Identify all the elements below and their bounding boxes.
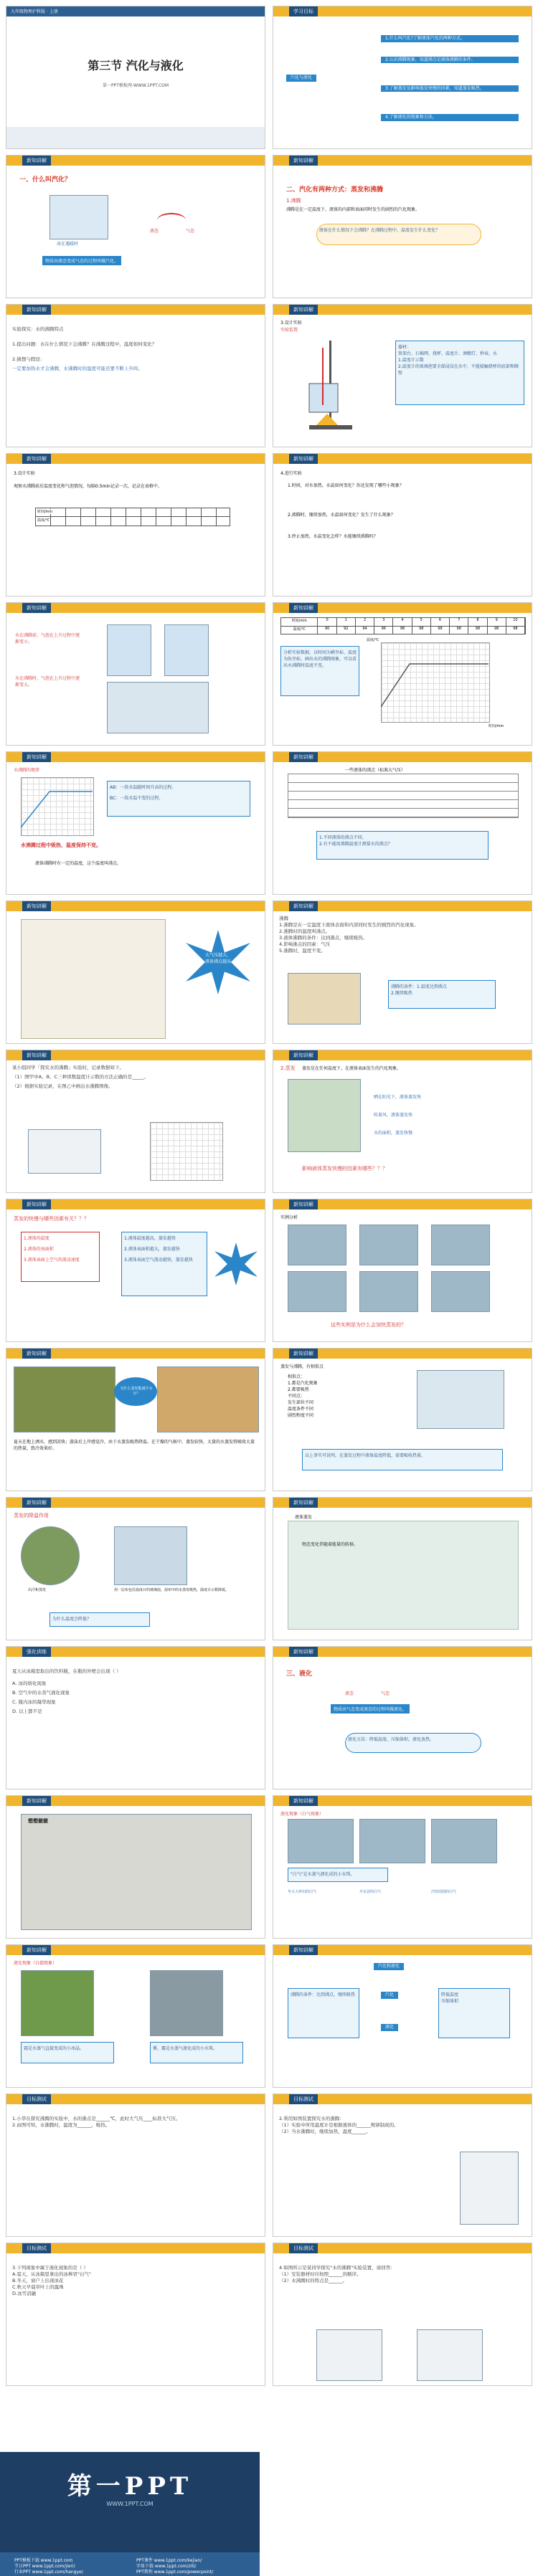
slide-reading-2[interactable] [273,1497,532,1640]
question-box: 液体在什么情况下会沸腾？在沸腾过程中，温度发生什么变化？ [316,224,481,245]
slide-tag: 新知讲解 [22,1498,51,1508]
factor-a2: 2.液体的表面积 [24,1247,54,1252]
table-cell: 92 [337,627,356,635]
slide-goals[interactable] [273,6,532,149]
table-cell: 98 [412,627,431,635]
map-mid2: 液化 [381,2024,398,2031]
summary-heading: 沸腾 [279,916,288,921]
footer-band [0,2552,260,2576]
map-left: 沸腾的条件：达到沸点，继续吸热 [288,1988,359,2038]
setup-label: 实验装置 [280,328,298,333]
intro-text: 实验探究：水的沸腾特点 [12,326,64,332]
map-center: 汽化和液化 [374,1963,404,1970]
slide-tag: 新知讲解 [22,1796,51,1806]
slide-test-1[interactable] [6,2093,265,2237]
table-header-cell: 6 [431,618,450,626]
condition-box: 沸腾的条件：1.温度达到沸点 2.继续吸热 [388,980,496,1009]
cooling-caption-3: 出汗和蒸发 [28,1588,47,1592]
table-header-cell: 7 [450,618,468,626]
table-header-cell: 0 [318,618,336,626]
goal-3: 3.了解蒸发及影响蒸发快慢的因素，知道蒸发吸热。 [381,85,519,92]
table-cell: 96 [374,627,393,635]
slide-tag: 新知讲解 [289,1050,318,1060]
frost-title: 液化现象（白霜现象） [14,1961,57,1966]
quiz-option-d[interactable]: D. 以上都不是 [12,1708,42,1714]
map-right: 降低温度 压缩体积 [438,1988,510,2038]
example-question: 这些实例是为什么会加快蒸发的？ [331,1322,406,1328]
slide-tag: 新知讲解 [22,603,51,613]
row-label-temp: 温度/℃ [37,518,50,523]
slide-boiling-rule[interactable] [6,751,265,895]
slide-tag: 新知讲解 [289,305,318,315]
footer-url: WWW.1PPT.COM [106,2501,154,2507]
definition-box: 物质由液态变成气态的过程叫做汽化。 [42,256,121,265]
quiz-option-a[interactable]: A. 冰的熔化现象 [12,1681,47,1686]
example-4 [288,1271,346,1312]
footer-slide[interactable] [0,2452,260,2576]
mist-c3: 开水冒的白气 [359,1890,382,1894]
definition-text: 沸腾是在一定温度下，液体的内部和表面同时发生的剧烈的汽化现象。 [286,207,420,212]
cooling-question: 为什么温度会降低？ [49,1612,150,1627]
table-cell: 98 [506,627,525,635]
beaker-during [164,624,209,676]
slide-try-it[interactable] [6,1795,265,1939]
mist-title: 液化现象（白气现象） [280,1812,324,1817]
factors-result [121,1232,207,1296]
slide-white-mist[interactable] [273,1795,532,1939]
test-apparatus-3 [417,2329,483,2381]
slide-evaporation[interactable] [273,1050,532,1193]
table-row-label: 温度/℃ [281,627,318,635]
slide-tag: 新知讲解 [22,752,51,762]
summary-1: 1.沸腾是在一定温度下液体表面和内部同时发生的剧烈的汽化现象。 [279,922,419,928]
section-heading: 三、液化 [286,1670,313,1678]
slide-tag: 强化训练 [22,1647,51,1657]
slide-tag: 新知讲解 [22,454,51,464]
beaker-before [107,624,151,676]
thermometers [28,1129,101,1174]
goal-2: 2.认识沸腾现象，知道沸点是液体沸腾的条件。 [381,57,519,63]
factors-title: 蒸发的快慢与哪些因素有关？？？ [14,1216,89,1222]
slide-tag: 新知讲解 [289,901,318,911]
conclusion: 水沸腾过程中吸热，温度保持不变。 [21,842,101,848]
slide-tag: 新知讲解 [289,603,318,613]
factor-question: 影响液体蒸发快慢的因素有哪些？？？ [302,1166,387,1171]
boiling-table [288,774,519,818]
apparatus-diagram [288,333,374,434]
slide-frost[interactable] [6,1944,265,2088]
slide-boiling-summary[interactable] [273,900,532,1044]
clothes-image [288,1079,361,1152]
slide-compare[interactable] [273,1348,532,1491]
footer-logo: 第一PPT [67,2472,193,2501]
slide-test-4[interactable] [273,2243,532,2386]
fog-image [150,1970,223,2036]
example-2 [359,1225,418,1265]
desert-image [157,1367,259,1432]
reading-page [288,1521,519,1630]
try-title: 想想做做 [28,1818,48,1824]
slide-tag: 新知讲解 [22,901,51,911]
method-box: 液化方法：降低温度、压缩体积。液化放热。 [345,1733,481,1753]
table-cell: 98 [393,627,412,635]
soldier-image [21,1526,80,1585]
sub-heading: 3.设计实验 [280,320,302,325]
rule-bc: BC：一段水温不变的过程。 [110,796,164,801]
slide-tag: 新知讲解 [22,1050,51,1060]
slide-test-3[interactable] [6,2243,265,2386]
result-3: 3.液体表面空气流动越快，蒸发越快 [124,1258,193,1263]
slide-design-table[interactable] [6,453,265,597]
example-3 [431,1225,490,1265]
slide-boiling-points[interactable] [273,751,532,895]
test-question: 4.如图所示是某同学探究"水的沸腾"实验装置，请回答： （1）安装器材时应按照______的顺序。 （2）水沸腾时的特点是______。 [279,2265,395,2283]
mist-caption: "白气"是水蒸气液化成的小水珠。 [288,1868,388,1882]
summary-2: 2.沸腾时的温度叫沸点。 [279,928,331,934]
goal-label: 汽化与液化 [286,75,316,82]
slide-tag: 新知讲解 [289,1199,318,1209]
note: 液体沸腾时有一定的温度，这个温度叫沸点。 [35,861,122,866]
quiz-question: 夏天从冰箱里取出的饮料瓶，在瓶的外壁会出现（ ） [12,1668,121,1674]
table-header-cell: 8 [468,618,487,626]
axis-x: 时间/min [489,724,504,728]
sub-heading: 3.设计实验 [14,471,35,476]
reading-text: 物态变化伴随着能量的转移。 [302,1542,359,1547]
state-liquid: 液态 [345,1691,354,1696]
summary-5: 5.沸腾时，温度不变。 [279,948,326,954]
table-header-cell: 2 [356,618,374,626]
quiz-option-b[interactable]: B. 空气中的水蒸气液化现象 [12,1690,70,1696]
course-label: 九年级物理沪科版 · 上册 [11,9,58,14]
question-2: 2.猜想与假设： [12,356,45,362]
site-label: 第一PPT模板网-WWW.1PPT.COM [102,83,169,88]
slide-tag: 新知讲解 [289,1498,318,1508]
footer-links-left[interactable]: PPT模板下载 www.1ppt.com 节日PPT www.1ppt.com/jieri/ 行业PPT www.1ppt.com/hangye/ [14,2558,83,2575]
section-heading: 二、汽化有两种方式：蒸发和沸腾 [286,186,384,194]
slide-tag: 目标测试 [289,2243,318,2253]
mist-image-1 [288,1819,354,1863]
table-header-cell: 9 [488,618,506,626]
frost-caption-1: 霜是水蒸气直接变成的小冰晶。 [21,2042,114,2063]
exercise-q1: （1）图甲中A、B、C三种读数温度计示数的方法正确的是_____。 [12,1074,148,1080]
slide-boiling-graph[interactable] [273,602,532,746]
goal-1: 1.什么叫汽化?了解液体汽化的两种方式。 [381,35,519,42]
factors-list [21,1232,100,1282]
example-1 [288,1225,346,1265]
sub-heading: 4.进行实验 [280,471,302,476]
record-table [280,617,526,635]
mist-c2: 冬天人呼出的白气 [288,1890,317,1894]
bubble-text: 为什么蒸发能减少水分？ [120,1387,153,1396]
state-liquid: 液态 [150,229,159,234]
table-cell: 98 [431,627,450,635]
bubble-before: 水在沸腾前，气泡在上升过程中逐渐变小。 [15,633,80,645]
slide-tag: 新知讲解 [22,156,51,166]
slide-evap-cooling[interactable] [6,1348,265,1491]
ice-image [49,195,108,239]
slide-reading[interactable] [6,900,265,1044]
design-text: 观察水沸腾前后温度变化和气泡情况，每隔0.5min记录一次，记录在表格中。 [14,484,162,489]
cooling-note: 夏天在地上洒水，感到凉快；游泳后上岸感觉冷，由于水蒸发吸热降温。在干燥的气候中，蒸发较快，大量的水蒸发将吸收大量的热量，致冷效果好。 [14,1440,255,1451]
result-2: 2.液体表面积越大，蒸发越快 [124,1247,180,1252]
factor-a1: 1.液体的温度 [24,1236,49,1241]
analysis-box: 分析实验数据，以时间为横坐标、温度为纵坐标，画出水的沸腾图象，可以看出水沸腾时温度不变。 [280,646,359,696]
page-title: 第三节 汽化与液化 [88,59,184,72]
table-header-cell: 10 [506,618,525,626]
leaf-image [21,1970,94,2036]
slide-tag: 新知讲解 [22,1199,51,1209]
factor-2: 吹着风，液体蒸发快 [374,1113,413,1118]
factor-1: 晒在阳光下，液体蒸发快 [374,1095,422,1100]
bubble-during: 水在沸腾时，气泡在上升过程中逐渐变大。 [15,676,80,688]
question-1: 1.时间，对水加热，水温如何变化？你还发现了哪些小现象？ [288,483,404,488]
slide-title[interactable] [6,6,265,149]
summary-3: 3.液体沸腾的条件：达到沸点，继续吸热。 [279,935,368,941]
rule-ab: AB：一段水温随时间升高的过程。 [110,785,176,790]
table-header-cell: 5 [412,618,431,626]
test-apparatus [460,2152,519,2225]
frost-caption-2: 雾、露是水蒸气液化成的小水珠。 [150,2042,243,2063]
mist-c4: 冷饮周围的白气 [431,1890,457,1894]
sub-heading: 实例分析 [280,1215,298,1220]
slide-tag: 新知讲解 [289,1796,318,1806]
map-mid1: 汽化 [381,1992,398,1999]
slide-tag: 新知讲解 [22,1945,51,1955]
slide-evap-factors[interactable] [6,1199,265,1342]
mist-image-3 [431,1819,497,1863]
definition-box: 物质由气态变成液态的过程叫做液化。 [331,1704,410,1714]
table-header-cell: 4 [393,618,412,626]
axis-y: 温度/℃ [367,638,379,642]
table-cell: 98 [488,627,506,635]
question-3: 3.停止加热，水温变化怎样？水能继续沸腾吗？ [288,534,378,539]
image-caption: 冰在遇暖时 [57,242,79,247]
mist-image-2 [359,1819,425,1863]
goal-4: 4.了解液化的现象和方法。 [381,114,519,121]
table-cell: 90 [318,627,336,635]
pot-image [288,973,361,1025]
quiz-option-c[interactable]: C. 瓶内冰的凝华现象 [12,1699,56,1705]
slide-tag: 新知讲解 [289,1647,318,1657]
slide-tag: 新知讲解 [289,1349,318,1359]
question-2: 2.沸腾时，继续加热，水温如何变化？发生了什么现象？ [288,513,395,518]
slide-experiment-setup[interactable] [273,304,532,447]
row-label-time: 时间/min [37,510,53,514]
exercise-text: 某小组同学「探究水的沸腾」实验时，记录数据如下。 [12,1065,124,1070]
rule-curve [21,777,93,835]
table-header-cell: 时间/min [281,618,318,626]
steam-image [21,1814,252,1930]
example-6 [431,1271,490,1312]
slide-tag: 新知讲解 [22,305,51,315]
reading-title: 液体蒸发 [295,1515,313,1520]
table-title: 一些液体的沸点（标准大气压） [345,768,406,773]
summary-4: 4.影响沸点的因素：气压 [279,941,331,947]
data-table [35,508,230,526]
slide-tag: 新知讲解 [289,156,318,166]
farm-image [14,1367,115,1432]
example-5 [359,1271,418,1312]
table-header-cell: 1 [337,618,356,626]
state-gas: 气态 [381,1691,390,1696]
slide-exercise[interactable] [6,1050,265,1193]
sub-heading: 2.蒸发 [280,1065,296,1071]
state-arrow [157,213,186,227]
slide-tag: 目标测试 [289,2094,318,2104]
slide-experiment-intro[interactable] [6,304,265,447]
test-apparatus-2 [316,2329,382,2381]
cooling-title: 蒸发的降温作用 [14,1513,49,1518]
slide-boiling-def[interactable] [273,155,532,298]
rule-box [107,781,250,817]
footer-links-right[interactable]: PPT课件 www.1ppt.com/kejian/ 字体下载 www.1ppt.com/ziti/ PPT教程 www.1ppt.com/powerpoint/ [136,2558,214,2575]
slide-liquefaction[interactable] [273,1646,532,1790]
test-question: 3.下列现象中属于液化现象的是（ ） A.夏天，从冰箱里拿出的冰棒冒"白气" B.冬天，窗户上出现冰花 C.秋天早晨草叶上的露珠 D.冰雪消融 [12,2265,91,2296]
slide-cooling-effect[interactable] [6,1497,265,1640]
compare-box: 以上事实可说明，在蒸发过程中液体温度降低，需要吸收热量。 [302,1449,503,1470]
compare-list: 相似点： 1.都是汽化现象 2.都要吸热 不同点： 发生部位不同 温度条件不同 剧烈程度不同 [288,1374,318,1418]
beaker-bottom [107,682,209,733]
slide-what-is-vaporization[interactable] [6,155,265,298]
steps-box: 器材： 铁架台、石棉网、烧杯、温度计、酒精灯、秒表、水 1.温度计示数 2.温度计的玻璃泡要全部浸没在水中，不能接触烧杯的底部和侧壁 [395,341,524,405]
evap-text: 蒸发是在任何温度下，在液体表面发生的汽化现象。 [302,1066,402,1071]
sub-heading: 水沸腾的规律 [14,768,40,773]
slide-test-2[interactable] [273,2093,532,2237]
spike-shape [214,1242,258,1285]
slide-tag: 新知讲解 [289,454,318,464]
slide-summary-map[interactable] [273,1944,532,2088]
state-gas: 气态 [186,229,195,234]
test-question: 2.利用如图装置探究水的沸腾： （1）实验中所用温度计是根据液体的______规律制成的。 （2）当水沸腾时，继续加热，温度______。 [279,2116,399,2134]
slide-examples[interactable] [273,1199,532,1342]
question-1: 1.提出问题：水在什么情况下会沸腾？在沸腾过程中，温度如何变化？ [12,341,157,347]
reading-image [21,919,166,1039]
cooling-caption-1: 用一层布包住温度计的玻璃泡，湿布中的水蒸发吸热，温度计示数降低。 [114,1588,230,1592]
exercise-grid [150,1122,223,1181]
section-heading: 一、什么叫汽化？ [19,176,72,184]
fan-image [114,1526,187,1585]
slide-tag: 学习目标 [289,6,318,16]
slide-tag: 新知讲解 [289,752,318,762]
table-cell: 98 [468,627,487,635]
result-1: 1.液体温度越高，蒸发越快 [124,1236,176,1241]
compare-heading: 蒸发与沸腾，有相似点 [280,1364,324,1369]
boiling-curve [381,642,489,721]
answer-2: 一定要加热水才会沸腾，水沸腾时的温度可能还要不断上升吗。 [12,366,143,371]
slide-run-experiment[interactable] [273,453,532,597]
factor-3: 水的面积，蒸发快慢 [374,1131,413,1136]
table-header-cell: 3 [374,618,393,626]
test-question: 1.小华在探究沸腾的实验中，水的沸点是______℃，此时大气压____标准大气压。 2.由图可知，水沸腾时，温度为______，吸热。 [12,2116,181,2128]
table-cell: 98 [450,627,468,635]
slide-bubbles[interactable] [6,602,265,746]
slide-tag: 新知讲解 [289,1945,318,1955]
table-cell: 94 [356,627,374,635]
spike-text: 大气压越大，液体沸点越高 [204,953,231,964]
slide-tag: 新知讲解 [22,1349,51,1359]
slide-tag: 目标测试 [22,2243,51,2253]
sub-heading: 1.沸腾 [286,198,301,204]
question-box: 1.不同液体的沸点不同。 2.有不能用沸腾温度计测量水的沸点？ [316,831,489,860]
bottles-image [417,1370,504,1429]
factor-a3: 3.液体表面上空气的流动速度 [24,1258,80,1263]
exercise-q2: （2）根据实验记录，在图乙中画出水沸腾图像。 [12,1083,113,1089]
slide-quiz-1[interactable] [6,1646,265,1790]
slide-tag: 目标测试 [22,2094,51,2104]
